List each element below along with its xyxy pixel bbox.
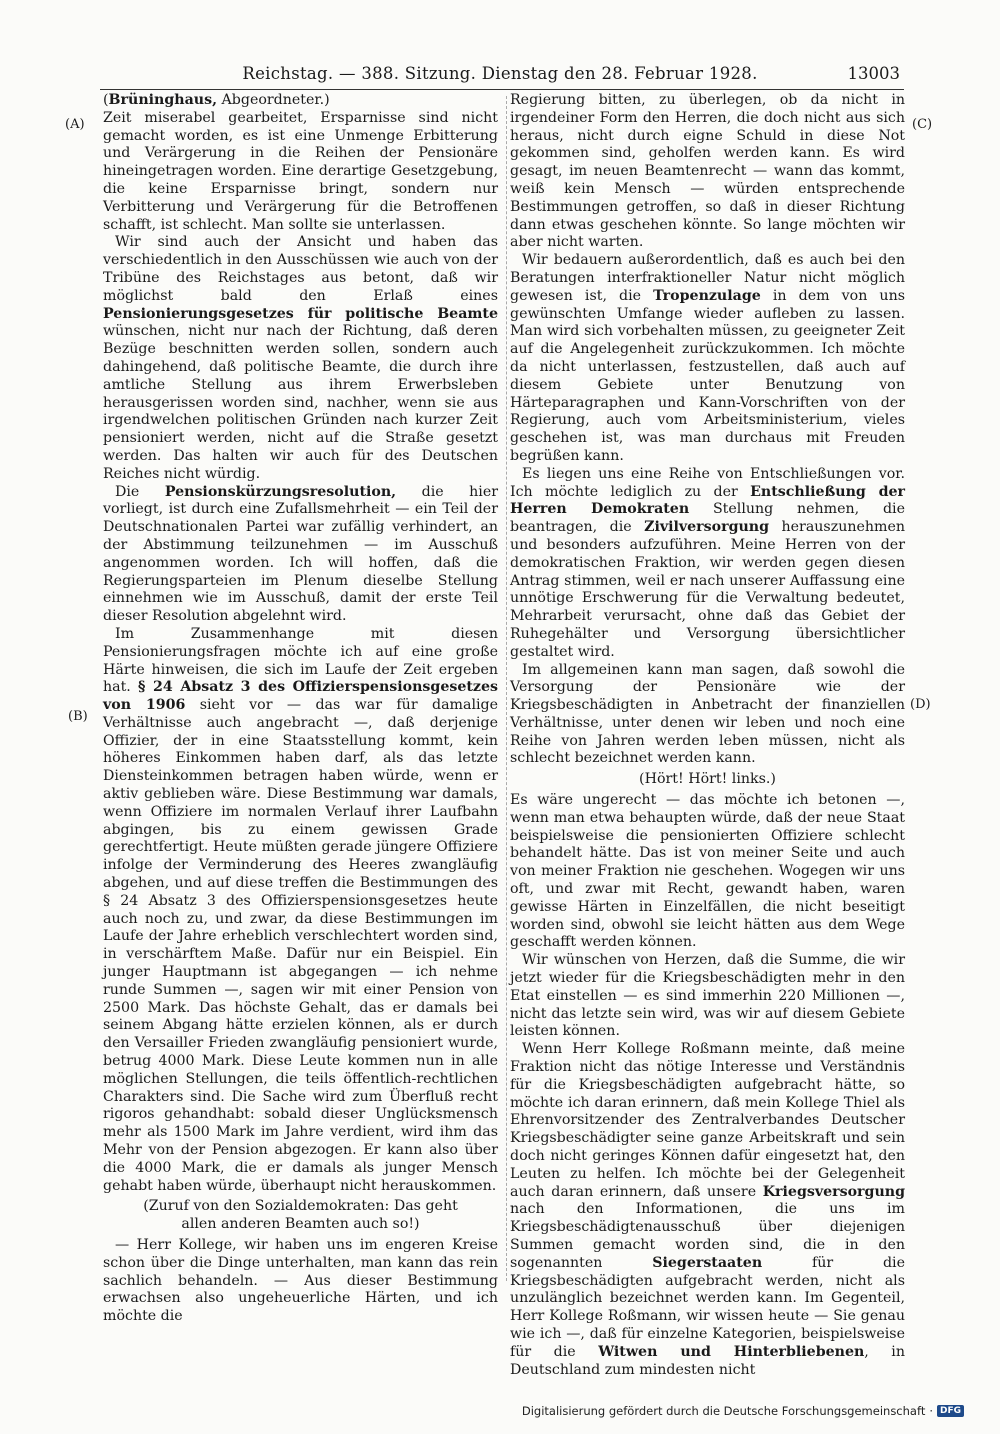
bold-term: Kriegsversorgung xyxy=(762,1183,905,1200)
paragraph: — Herr Kollege, wir haben uns im engeren Kreise schon über die Dinge unterhalten, man kann das rein sachlich behandeln. — Aus dieser Bestimmung erwachsen also ungeheuerliche Härten, und ich möchte die xyxy=(103,1237,498,1325)
bold-term: Witwen und Hinterbliebenen xyxy=(598,1343,865,1360)
paragraph: Wir sind auch der Ansicht und haben das verschiedentlich in den Ausschüssen wie auch von der Tribüne des Reichstages aus betont, daß wir möglichst bald den Erlaß eines Pensionierungsgesetzes für politische Beamte wünschen, nicht nur nach der Richtung, daß deren Bezüge beschnitten werden sollen, sondern auch dahingehend, daß politische Beamte, die durch ihre amtliche Stellung aus ihrem Erwerbsleben herausgerissen worden sind, nachher, wenn sie aus irgendwelchen politischen Gründen nach kurzer Zeit pensioniert werden, nicht auf die Straße gesetzt werden. Das halten wir auch für des Deutschen Reiches nicht würdig. xyxy=(103,234,498,482)
bold-term: Zivilversorgung xyxy=(644,519,770,536)
footer-text: Digitalisierung gefördert durch die Deutsche Forschungsgemeinschaft xyxy=(521,1404,926,1418)
interjection: (Hört! Hört! links.) xyxy=(639,771,776,788)
bold-term: Entschließung der Herren Demokraten xyxy=(510,483,905,518)
bold-term: § 24 Absatz 3 des Offizierspensionsgesetzes von 1906 xyxy=(103,679,498,714)
paragraph: Die Pensionskürzungsresolution, die hier vorliegt, ist durch eine Zufallsmehrheit — ein Teil der Deutschnationalen Partei war zufällig verhindert, an der Abstimmung teilzunehmen — im Ausschuß angenommen worden. Ich will hoffen, daß die Regierungsparteien im Plenum dieselbe Stellung einnehmen wie im Ausschuß, damit der erste Teil dieser Resolution abgelehnt wird. xyxy=(103,483,498,625)
page-number: 13003 xyxy=(847,64,900,83)
interjection: (Zuruf von den Sozialdemokraten: Das geht allen anderen Beamten auch so!) xyxy=(143,1198,458,1233)
bold-term: Pensionierungsgesetzes für politische Beamte xyxy=(103,305,498,322)
paragraph: Es wäre ungerecht — das möchte ich betonen —, wenn man etwa behaupten würde, daß der neue Staat beispielsweise die pensionierten Offiziere schlecht behandelt hätte. Das ist von meiner Seite und auch von meiner Fraktion nie geschehen. Wogegen wir uns oft, und zwar mit Recht, gewandt haben, waren gewisse Härten in Einzelfällen, die nicht beseitigt worden sind, obwohl sie leicht hätten aus dem Wege geschafft werden können. xyxy=(510,792,905,951)
header-rule xyxy=(100,89,904,90)
margin-marker-c: (C) xyxy=(912,117,933,132)
paragraph: Wir bedauern außerordentlich, daß es auch bei den Beratungen interfraktioneller Natur nicht möglich gewesen ist, die Tropenzulage in dem von uns gewünschten Umfange wieder aufleben zu lassen. Man wird sich vorbehalten müssen, zu geeigneter Zeit auf die Angelegenheit zurückzukommen. Ich möchte da nicht unterlassen, festzustellen, daß auch auf diesem Gebiete unter Benutzung von Härteparagraphen und Kann-Vorschriften von der Regierung, auch vom Arbeitsministerium, vieles geschehen ist, was man durchaus mit Freuden begrüßen kann. xyxy=(510,252,905,464)
paragraph: Es liegen uns eine Reihe von Entschließungen vor. Ich möchte lediglich zu der Entschließung der Herren Demokraten Stellung nehmen, die beantragen, die Zivilversorgung herauszunehmen und besonders aufzuführen. Meine Herren von der demokratischen Fraktion, wir werden gegen diesen Antrag stimmen, weil er nach unserer Auffassung eine unnötige Erschwerung für die Verwaltung bedeutet, Mehrarbeit verursacht, ohne daß das Gebiet der Ruhegehälter und Versorgung übersichtlicher gestaltet wird. xyxy=(510,465,905,660)
right-column xyxy=(510,92,905,1379)
bold-term: Pensionskürzungsresolution, xyxy=(164,483,397,500)
column-divider xyxy=(506,96,507,1281)
bold-term: Tropenzulage xyxy=(653,287,761,304)
margin-marker-a: (A) xyxy=(65,117,85,132)
paragraph: Zeit miserabel gearbeitet, Ersparnisse sind nicht gemacht worden, es ist eine Unmenge Erbitterung und Verärgerung in die Reihen der Pensionäre hineingetragen worden. Eine derartige Gesetzgebung, die keine Ersparnisse bringt, sondern nur Verbitterung und Verärgerung für die Betroffenen schafft, ist schlecht. Man sollte sie unterlassen. xyxy=(103,109,498,233)
speaker-role: Abgeordneter.) xyxy=(221,92,330,108)
margin-marker-b: (B) xyxy=(68,709,88,724)
speaker-line: (Brüninghaus, Abgeordneter.) xyxy=(103,92,330,108)
paragraph: Wenn Herr Kollege Roßmann meinte, daß meine Fraktion nicht das nötige Interesse und Verständnis für die Kriegsbeschädigten aufgebracht hätte, so möchte ich daran erinnern, daß mein Kollege Thiel als Ehrenvorsitzender des Zentralverbandes Deutscher Kriegsbeschädigter seine ganze Arbeitskraft und sein doch nicht geringes Können dafür eingesetzt hat, den Leuten zu helfen. Ich möchte bei der Gelegenheit auch daran erinnern, daß unsere Kriegsversorgung nach den Informationen, die uns im Kriegsbeschädigtenausschuß über diejenigen Summen gemacht worden sind, die in den sogenannten Siegerstaaten für die Kriegsbeschädigten aufgebracht werden, nicht als unzulänglich bezeichnet werden kann. Im Gegenteil, Herr Kollege Roßmann, wir wissen heute — Sie genau wie ich —, daß für einzelne Kategorien, beispielsweise für die Witwen und Hinterbliebenen, in Deutschland zum mindesten nicht xyxy=(510,1041,905,1378)
paragraph: Regierung bitten, zu überlegen, ob da nicht in irgendeiner Form den Herren, die doch nicht aus sich heraus, nicht durch eigne Schuld in diese Not gekommen sind, geholfen werden kann. Es wird gesagt, im neuen Beamtenrecht — wann das kommt, weiß kein Mensch — würden entsprechende Bestimmungen getroffen, so daß in dieser Richtung dann etwas geschehen könnte. So lange möchten wir aber nicht warten. xyxy=(510,92,905,251)
left-column xyxy=(103,92,498,1326)
footer-credit: Digitalisierung gefördert durch die Deutsche Forschungsgemeinschaft · DFG xyxy=(522,1404,964,1418)
dfg-logo-icon: DFG xyxy=(937,1405,964,1417)
paragraph: Im Zusammenhange mit diesen Pensionierungsfragen möchte ich auf eine große Härte hinweisen, die sich im Laufe der Zeit ergeben hat. § 24 Absatz 3 des Offizierspensionsgesetzes von 1906 sieht vor — das war für damalige Verhältnisse auch angebracht —, daß derjenige Offizier, der in eine Staatsstellung kommt, kein höheres Einkommen haben darf, als das letzte Diensteinkommen betragen haben würde, wenn er aktiv geblieben wäre. Diese Bestimmung war damals, wenn Offiziere im normalen Verlauf ihrer Laufbahn abgingen, bis zu einem gewissen Grade gerechtfertigt. Heute müßten gerade jüngere Offiziere infolge der Verminderung des Heeres zwangläufig abgehen, und auf diese treffen die Bestimmungen des § 24 Absatz 3 des Offizierspensionsgesetzes heute auch noch zu, und zwar, da diese Bestimmungen im Laufe der Jahre erheblich verschlechtert worden sind, in verschärftem Maße. Dafür nur ein Beispiel. Ein junger Hauptmann ist abgegangen — ich nehme runde Summen —, sagen wir mit einer Pension von 2500 Mark. Das höchste Gehalt, das er damals bei seinem Abgang hätte erzielen können, als er durch den Versailler Frieden zwangläufig pensioniert wurde, betrug 4000 Mark. Diese Leute kommen nun in alle möglichen Stellungen, die teils öffentlich-rechtlichen Charakters sind. Die Sache wird zum Überfluß recht rigoros gehandhabt: sobald dieser Unglücksmensch mehr als 1500 Mark im Jahre verdient, wird ihm das Mehr von der Pension abgezogen. Er kann also über die 4000 Mark, die er damals als junger Mensch gehabt haben würde, überhaupt nicht herauskommen. xyxy=(103,625,498,1194)
margin-marker-d: (D) xyxy=(910,697,931,712)
page-header xyxy=(100,64,900,88)
bold-term: Siegerstaaten xyxy=(652,1254,763,1271)
paragraph: Im allgemeinen kann man sagen, daß sowohl die Versorgung der Pensionäre wie der Kriegsbeschädigten in Anbetracht der finanziellen Verhältnisse, unter denen wir leben und noch eine Reihe von Jahren werden leben müssen, nicht als schlecht bezeichnet werden kann. xyxy=(510,661,905,767)
paragraph: Wir wünschen von Herzen, daß die Summe, die wir jetzt wieder für die Kriegsbeschädigten mehr in den Etat einstellen — es sind immerhin 220 Millionen —, nicht das letzte sein wird, was wir auf diesem Gebiete leisten können. xyxy=(510,952,905,1040)
speaker-name: Brüninghaus, xyxy=(108,92,218,108)
running-head: Reichstag. — 388. Sitzung. Dienstag den 28. Februar 1928. xyxy=(242,64,758,83)
